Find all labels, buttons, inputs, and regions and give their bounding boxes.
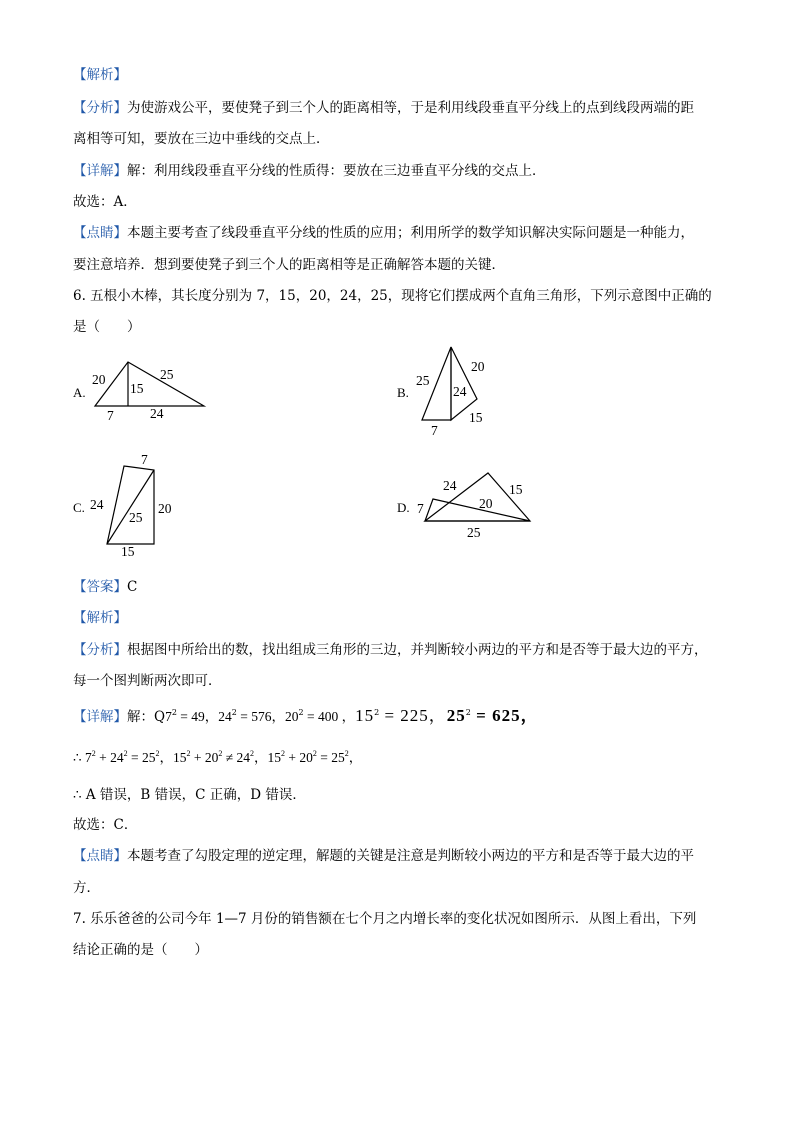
daan-tag: 【答案】 — [73, 579, 127, 595]
option-b-label-7: 7 — [431, 423, 438, 438]
answer-fenxi-tag: 【分析】 — [73, 642, 127, 658]
answer-jiexi-heading — [73, 608, 733, 628]
option-c-label-24: 24 — [90, 497, 104, 512]
answer-value: C — [127, 579, 138, 595]
answer-fenxi-line-2: 每一个图判断两次即可． — [73, 673, 222, 689]
option-a-label-15: 15 — [130, 381, 144, 396]
option-b-label-20: 20 — [471, 359, 485, 374]
option-a-label-25: 25 — [160, 367, 174, 382]
dianjing-text-1: 本题主要考查了线段垂直平分线的性质的应用；利用所学的数学知识解决实际问题是一种能力， — [127, 225, 694, 241]
jiexi-tag: 【解析】 — [73, 67, 127, 83]
option-a-label-20: 20 — [92, 372, 106, 387]
xiangjie-text: 解：利用线段垂直平分线的性质得：要放在三边垂直平分线的交点上． — [127, 163, 546, 179]
question7-line-2: 结论正确的是（ ） — [73, 942, 208, 958]
option-d-label: D. — [397, 500, 410, 515]
option-b-label-25: 25 — [416, 373, 430, 388]
option-c-label: C. — [73, 500, 85, 515]
option-c-label-25: 25 — [129, 510, 143, 525]
answer-xiangjie-line: 【详解】解：$Q7^2 = 49$，$24^2 = 576$，$20^2 = 400$ ，$15^2 = 225$，$25^2 = 625$， — [73, 706, 539, 725]
fenxi-tag: 【分析】 — [73, 100, 127, 116]
question7-line-1: 7. 乐乐爸爸的公司今年 1—7 月份的销售额在七个月之内增长率的变化状况如图所示．从图上看出，下列 — [73, 911, 697, 927]
answer-fenxi-line-1 — [73, 640, 733, 660]
answer-dianjing-text-1: 本题考查了勾股定理的逆定理，解题的关键是注意是判断较小两边的平方和是否等于最大边的平 — [127, 848, 694, 864]
answer-fenxi-text-1: 根据图中所给出的数，找出组成三角形的三边，并判断较小两边的平方和是否等于最大边的平方， — [127, 642, 708, 658]
option-a-label: A. — [73, 385, 86, 400]
option-d-large-triangle — [425, 473, 530, 521]
option-b-label: B. — [397, 385, 409, 400]
therefore-line-1: ∴ $7^2 + 24^2 = 25^2$，$15^2 + 20^2 \ne 24^2$，$15^2 + 20^2 = 25^2$， — [73, 749, 363, 765]
option-d-label-20: 20 — [479, 496, 493, 511]
option-c-label-20: 20 — [158, 501, 172, 516]
xiangjie-tag: 【详解】 — [73, 163, 127, 179]
answer-jiexi-tag: 【解析】 — [73, 610, 127, 626]
option-b-label-24: 24 — [453, 384, 467, 399]
option-c-label-7: 7 — [141, 452, 148, 467]
option-d-label-24: 24 — [443, 478, 457, 493]
dianjing-tag: 【点睛】 — [73, 225, 127, 241]
therefore-line-2: ∴ A 错误，B 错误，C 正确，D 错误． — [73, 787, 306, 803]
option-a-label-7: 7 — [107, 408, 114, 423]
question6-line-1: 6. 五根小木棒，其长度分别为 7，15，20，24，25，现将它们摆成两个直角三角形，下列示意图中正确的 — [73, 288, 712, 304]
answer-line — [73, 577, 733, 597]
option-d-label-15: 15 — [509, 482, 523, 497]
option-d-label-25: 25 — [467, 525, 481, 540]
option-b-label-15: 15 — [469, 410, 483, 425]
option-c-label-15: 15 — [121, 544, 135, 559]
option-d-label-7: 7 — [417, 501, 424, 516]
answer-dianjing-tag: 【点睛】 — [73, 848, 127, 864]
answer-dianjing-line-1 — [73, 846, 733, 866]
answer-xiangjie-tag: 【详解】 — [73, 709, 127, 725]
option-a-triangle — [95, 362, 204, 406]
answer-guxuan-line: 故选：C． — [73, 817, 138, 833]
answer-dianjing-line-2: 方． — [73, 880, 100, 896]
option-a-label-24: 24 — [150, 406, 164, 421]
dianjing-line-2: 要注意培养．想到要使凳子到三个人的距离相等是正确解答本题的关键． — [73, 257, 505, 273]
fenxi-text-1: 为使游戏公平，要使凳子到三个人的距离相等，于是利用线段垂直平分线上的点到线段两端的距 — [127, 100, 694, 116]
option-c-diagonal — [107, 470, 154, 544]
question6-line-2: 是（ ） — [73, 319, 141, 335]
fenxi-line-2: 离相等可知，要放在三边中垂线的交点上． — [73, 131, 330, 147]
guxuan-line: 故选：A． — [73, 194, 137, 210]
